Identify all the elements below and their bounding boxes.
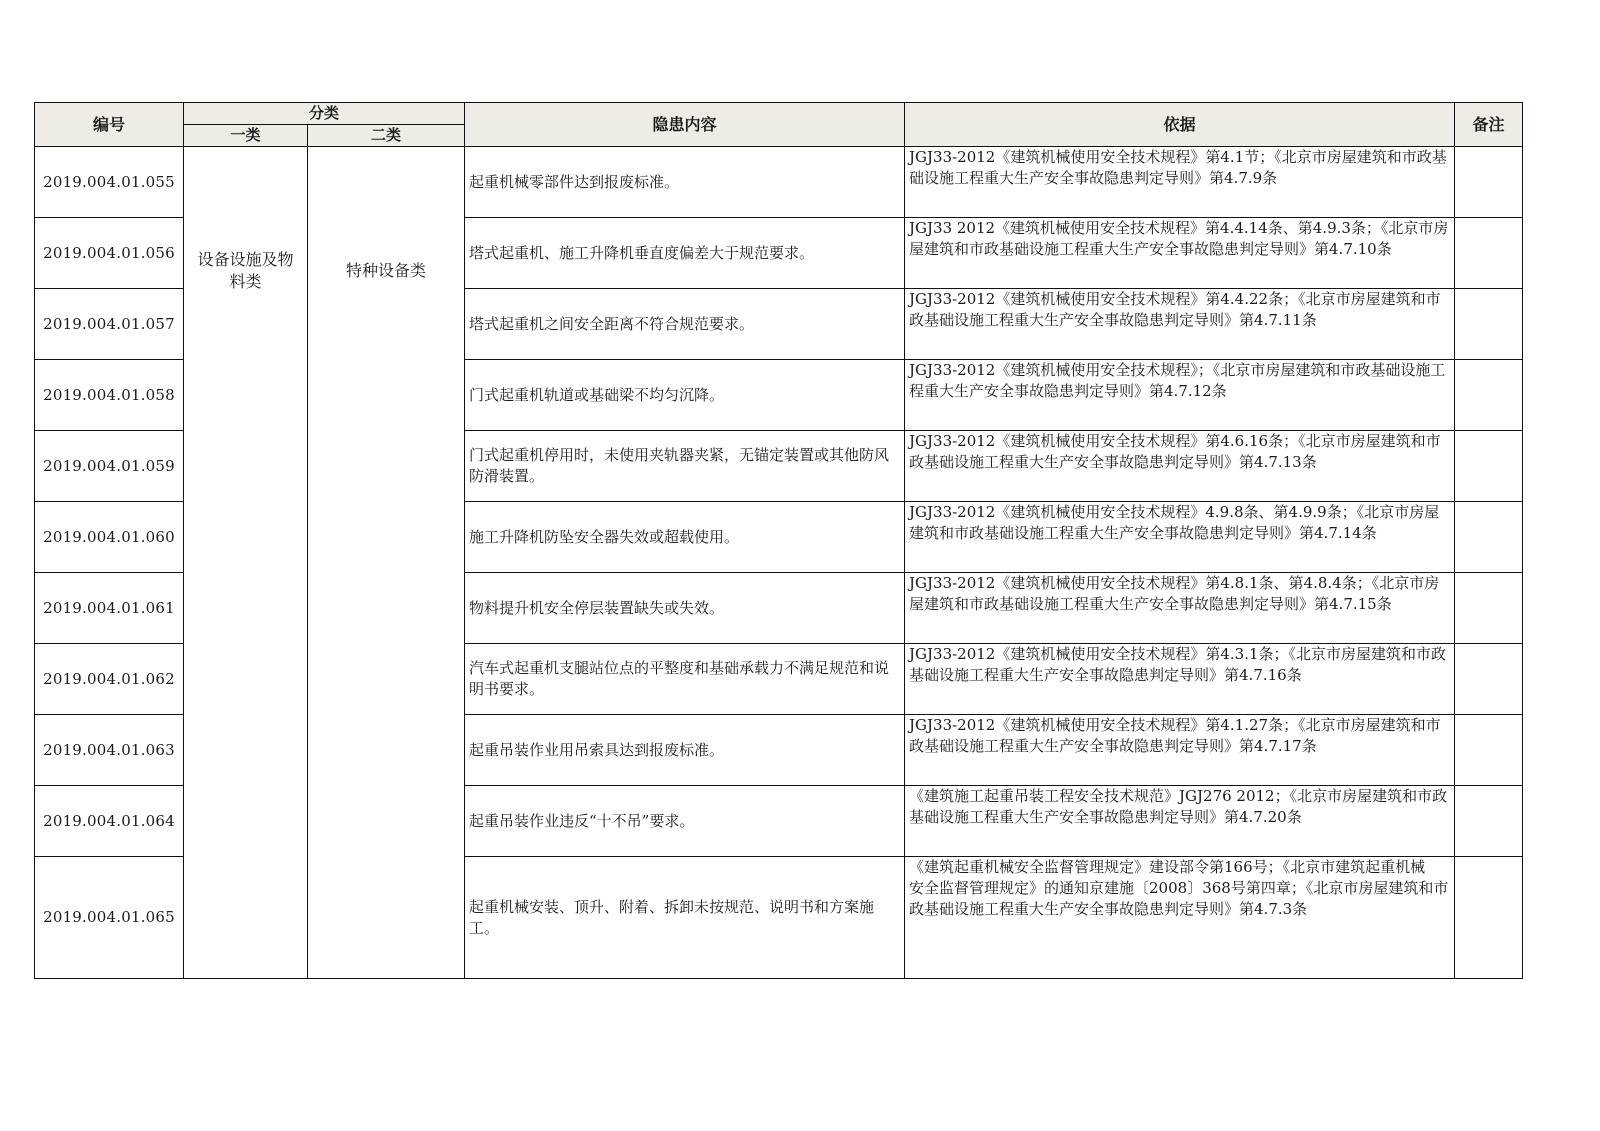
row-note [1455,502,1523,573]
row-content: 起重机械零部件达到报废标准。 [465,147,905,218]
hazard-table [34,102,1523,979]
row-content: 起重吊装作业用吊索具达到报废标准。 [465,715,905,786]
row-basis: JGJ33-2012《建筑机械使用安全技术规程》第4.8.1条、第4.8.4条；《北京市房屋建筑和市政基础设施工程重大生产安全事故隐患判定导则》第4.7.15条 [905,573,1455,644]
row-note [1455,644,1523,715]
row-code: 2019.004.01.063 [35,715,184,786]
row-code: 2019.004.01.055 [35,147,184,218]
header-cat2: 二类 [308,125,465,147]
row-basis: JGJ33 2012《建筑机械使用安全技术规程》第4.4.14条、第4.9.3条；《北京市房屋建筑和市政基础设施工程重大生产安全事故隐患判定导则》第4.7.10条 [905,218,1455,289]
row-code: 2019.004.01.061 [35,573,184,644]
row-content: 门式起重机轨道或基础梁不均匀沉降。 [465,360,905,431]
row-note [1455,573,1523,644]
category-level2-empty [308,857,465,979]
category-level2 [308,147,465,857]
row-code: 2019.004.01.062 [35,644,184,715]
header-basis: 依据 [905,103,1455,147]
category-level1-label: 设备设施及物料类 [197,250,294,291]
row-content: 起重吊装作业违反“十不吊”要求。 [465,786,905,857]
row-note [1455,715,1523,786]
header-note: 备注 [1455,103,1523,147]
table-row [35,857,1523,979]
row-content: 门式起重机停用时，未使用夹轨器夹紧，无锚定装置或其他防风防滑装置。 [465,431,905,502]
row-content: 物料提升机安全停层装置缺失或失效。 [465,573,905,644]
row-basis: JGJ33-2012《建筑机械使用安全技术规程》4.9.8条、第4.9.9条；《北京市房屋建筑和市政基础设施工程重大生产安全事故隐患判定导则》第4.7.14条 [905,502,1455,573]
hazard-table-page [34,102,1522,979]
table-header [35,103,1523,147]
row-note [1455,786,1523,857]
row-note [1455,218,1523,289]
row-code: 2019.004.01.065 [35,857,184,979]
category-level2-label: 特种设备类 [346,261,427,280]
row-basis: JGJ33-2012《建筑机械使用安全技术规程》第4.1节；《北京市房屋建筑和市政基础设施工程重大生产安全事故隐患判定导则》第4.7.9条 [905,147,1455,218]
row-basis: JGJ33-2012《建筑机械使用安全技术规程》；《北京市房屋建筑和市政基础设施工程重大生产安全事故隐患判定导则》第4.7.12条 [905,360,1455,431]
header-category: 分类 [184,103,465,125]
row-code: 2019.004.01.058 [35,360,184,431]
row-code: 2019.004.01.057 [35,289,184,360]
row-basis: 《建筑施工起重吊装工程安全技术规范》JGJ276 2012；《北京市房屋建筑和市政基础设施工程重大生产安全事故隐患判定导则》第4.7.20条 [905,786,1455,857]
category-level1-empty [184,857,308,979]
row-note [1455,431,1523,502]
row-basis: JGJ33-2012《建筑机械使用安全技术规程》第4.1.27条；《北京市房屋建筑和市政基础设施工程重大生产安全事故隐患判定导则》第4.7.17条 [905,715,1455,786]
row-content: 施工升降机防坠安全器失效或超载使用。 [465,502,905,573]
row-code: 2019.004.01.060 [35,502,184,573]
row-note [1455,147,1523,218]
row-code: 2019.004.01.056 [35,218,184,289]
row-basis: JGJ33-2012《建筑机械使用安全技术规程》第4.3.1条；《北京市房屋建筑和市政基础设施工程重大生产安全事故隐患判定导则》第4.7.16条 [905,644,1455,715]
row-content: 汽车式起重机支腿站位点的平整度和基础承载力不满足规范和说明书要求。 [465,644,905,715]
row-content: 起重机械安装、顶升、附着、拆卸未按规范、说明书和方案施工。 [465,857,905,979]
header-code: 编号 [35,103,184,147]
row-code: 2019.004.01.059 [35,431,184,502]
header-cat1: 一类 [184,125,308,147]
row-note [1455,360,1523,431]
row-note [1455,289,1523,360]
row-basis: JGJ33-2012《建筑机械使用安全技术规程》第4.4.22条；《北京市房屋建筑和市政基础设施工程重大生产安全事故隐患判定导则》第4.7.11条 [905,289,1455,360]
table-body [35,147,1523,979]
table-row [35,147,1523,218]
row-basis: JGJ33-2012《建筑机械使用安全技术规程》第4.6.16条；《北京市房屋建筑和市政基础设施工程重大生产安全事故隐患判定导则》第4.7.13条 [905,431,1455,502]
row-content: 塔式起重机之间安全距离不符合规范要求。 [465,289,905,360]
row-basis: 《建筑起重机械安全监督管理规定》建设部令第166号；《北京市建筑起重机械 安全监督管理规定》的通知京建施〔2008〕368号第四章；《北京市房屋建筑和市政基础设施工程重大生产安全事故隐患判定导则》第4.7.3条 [905,857,1455,979]
row-note [1455,857,1523,979]
row-content: 塔式起重机、施工升降机垂直度偏差大于规范要求。 [465,218,905,289]
row-code: 2019.004.01.064 [35,786,184,857]
category-level1 [184,147,308,857]
header-content: 隐患内容 [465,103,905,147]
